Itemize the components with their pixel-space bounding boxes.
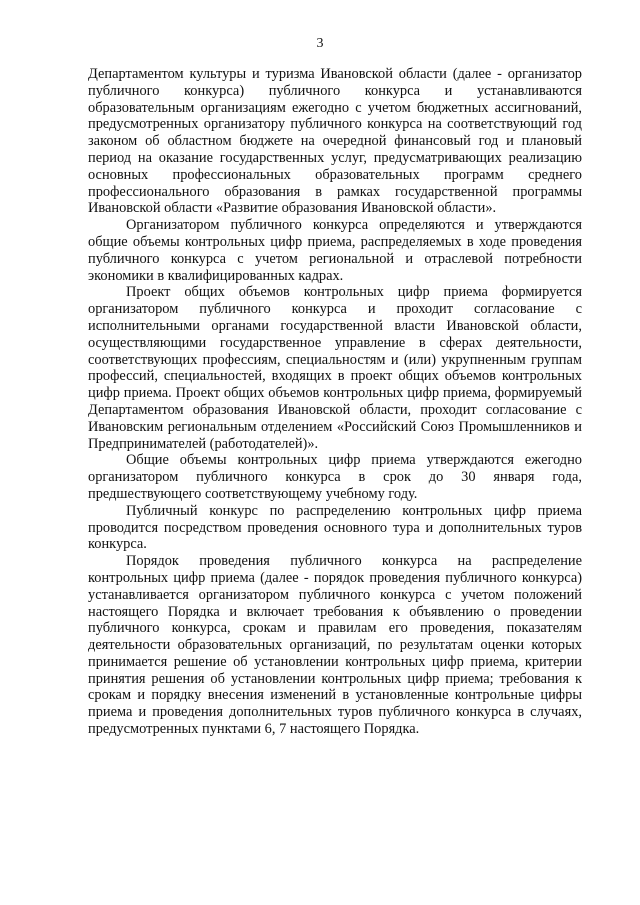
paragraph-continuation: Департаментом культуры и туризма Ивановской области (далее - организатор публичного конкурса) публичного конкурса и устанавливаются образовательным организациям ежегодно с учетом бюджетных ассигнований, предусмотренных организатору публичного конкурса на соответствующий год законом об областном бюджете на очередной финансовый год и плановый период на оказание государственных услуг, предусматривающих реализацию основных профессиональных образовательных программ среднего профессионального образования в рамках государственной программы Ивановской области «Развитие образования Ивановской области». (88, 66, 582, 217)
page-number: 3 (316, 36, 324, 51)
paragraph-draft-approval: Проект общих объемов контрольных цифр приема формируется организатором публичного конкурса и проходит согласование с исполнительными органами государственной власти Ивановской области, осуществляющими государственное управление в сферах деятельности, соответствующих профессиям, специальностям и (или) укрупненным группам профессий, специальностей, входящих в проект общих объемов контрольных цифр приема. Проект общих объемов контрольных цифр приема, формируемый Департаментом образования Ивановской области, проходит согласование с Ивановским региональным отделением «Российский Союз Промышленников и Предпринимателей (работодателей)». (88, 284, 582, 452)
paragraph-organizer-defines-volumes: Организатором публичного конкурса определяются и утверждаются общие объемы контрольных цифр приема, распределяемых в ходе проведения публичного конкурса с учетом региональной и отраслевой потребности экономики в квалифицированных кадрах. (88, 217, 582, 284)
paragraph-contest-rounds: Публичный конкурс по распределению контрольных цифр приема проводится посредством проведения основного тура и дополнительных туров конкурса. (88, 502, 582, 553)
paragraph-annual-approval: Общие объемы контрольных цифр приема утверждаются ежегодно организатором публичного конкурса в срок до 30 января года, предшествующего соответствующему учебному году. (88, 452, 582, 502)
document-body (88, 66, 582, 738)
paragraph-contest-procedure: Порядок проведения публичного конкурса на распределение контрольных цифр приема (далее - порядок проведения публичного конкурса) устанавливается организатором публичного конкурса с учетом положений настоящего Порядка и включает требования к объявлению о проведении публичного конкурса, срокам и правилам его проведения, показателям деятельности образовательных организаций, по результатам оценки которых принимается решение об установлении контрольных цифр приема, критерии принятия решения об установлении контрольных цифр приема; требования к срокам и порядку внесения изменений в установленные контрольные цифры приема и проведения дополнительных туров публичного конкурса в случаях, предусмотренных пунктами 6, 7 настоящего Порядка. (88, 553, 582, 738)
